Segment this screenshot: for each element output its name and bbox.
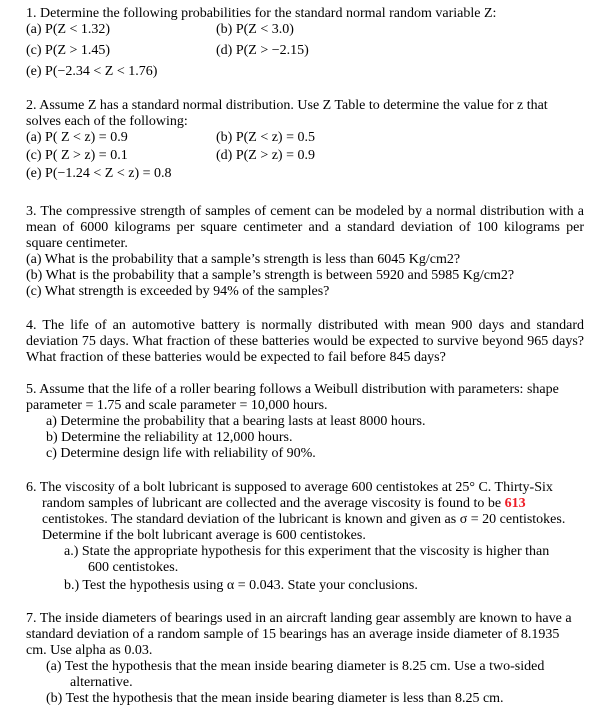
q7-part-a-line2: alternative.	[70, 675, 133, 690]
q6-line4: Determine if the bolt lubricant average is 600 centistokes.	[42, 528, 366, 543]
q2-part-b: (b) P(Z < z) = 0.5	[216, 130, 315, 145]
q6-line1: 6. The viscosity of a bolt lubricant is supposed to average 600 centistokes at 25° C. Thirty-Six	[26, 480, 553, 495]
q7-part-a-line1: (a) Test the hypothesis that the mean inside bearing diameter is 8.25 cm. Use a two-sided	[46, 659, 545, 674]
q7-line3: cm. Use alpha as 0.03.	[26, 643, 153, 658]
q2-intro-line2: solves each of the following:	[26, 114, 188, 129]
q5-part-b: b) Determine the reliability at 12,000 hours.	[46, 430, 293, 445]
q1-part-e: (e) P(−2.34 < Z < 1.76)	[26, 64, 158, 79]
question-7	[26, 611, 584, 705]
q1-part-d: (d) P(Z > −2.15)	[216, 43, 309, 58]
q5-part-a: a) Determine the probability that a bearing lasts at least 8000 hours.	[46, 414, 426, 429]
q5-line1: 5. Assume that the life of a roller bearing follows a Weibull distribution with parameters: shape	[26, 382, 559, 397]
q6-line3: centistokes. The standard deviation of the lubricant is known and given as σ = 20 centistokes.	[42, 512, 566, 527]
q2-part-e: (e) P(−1.24 < Z < z) = 0.8	[26, 166, 172, 181]
q1-part-a: (a) P(Z < 1.32)	[26, 22, 111, 37]
question-2	[26, 98, 584, 182]
question-4	[26, 318, 584, 366]
q3-part-a: (a) What is the probability that a sample’s strength is less than 6045 Kg/cm2?	[26, 252, 461, 267]
q2-part-a: (a) P( Z < z) = 0.9	[26, 130, 128, 145]
q1-part-b: (b) P(Z < 3.0)	[216, 22, 294, 37]
q6-part-a-line1: a.) State the appropriate hypothesis for this experiment that the viscosity is higher than	[64, 544, 550, 559]
question-1	[26, 6, 584, 80]
q3-part-b: (b) What is the probability that a sample’s strength is between 5920 and 5985 Kg/cm2?	[26, 268, 515, 283]
q7-part-b: (b) Test the hypothesis that the mean inside bearing diameter is less than 8.25 cm.	[46, 691, 504, 705]
q5-line2: parameter = 1.75 and scale parameter = 10,000 hours.	[26, 398, 328, 413]
q4-text: 4. The life of an automotive battery is normally distributed with mean 900 days and standard deviation 75 days. What fraction of these batteries would be expected to survive beyond 965 days? What fraction of these batteries would be expected to fail before 845 days?	[26, 318, 584, 365]
q2-intro-line1: 2. Assume Z has a standard normal distribution. Use Z Table to determine the value for z that	[26, 98, 548, 113]
q3-text: 3. The compressive strength of samples of cement can be modeled by a normal distribution with a mean of 6000 kilograms per square centimeter and a standard deviation of 100 kilograms per square centimeter.	[26, 204, 584, 251]
q6-part-b: b.) Test the hypothesis using α = 0.043. State your conclusions.	[64, 578, 418, 593]
q7-line2: standard deviation of a random sample of 15 bearings has an average inside diameter of 8.1935	[26, 627, 560, 642]
q2-part-c: (c) P( Z > z) = 0.1	[26, 148, 128, 163]
q6-highlight-value: 613	[504, 496, 526, 511]
q6-line2-text: random samples of lubricant are collected and the average viscosity is found to be	[42, 496, 505, 511]
question-3	[26, 204, 584, 300]
q2-part-d: (d) P(Z > z) = 0.9	[216, 148, 315, 163]
q3-part-c: (c) What strength is exceeded by 94% of the samples?	[26, 284, 330, 299]
q6-line2	[26, 496, 584, 512]
q1-intro: 1. Determine the following probabilities for the standard normal random variable Z:	[26, 6, 497, 21]
question-5	[26, 382, 584, 462]
q5-part-c: c) Determine design life with reliability of 90%.	[46, 446, 316, 461]
q6-part-a-line2: 600 centistokes.	[88, 560, 179, 575]
q1-part-c: (c) P(Z > 1.45)	[26, 43, 111, 58]
question-6	[26, 480, 584, 594]
q7-line1: 7. The inside diameters of bearings used in an aircraft landing gear assembly are known to have a	[26, 611, 572, 626]
